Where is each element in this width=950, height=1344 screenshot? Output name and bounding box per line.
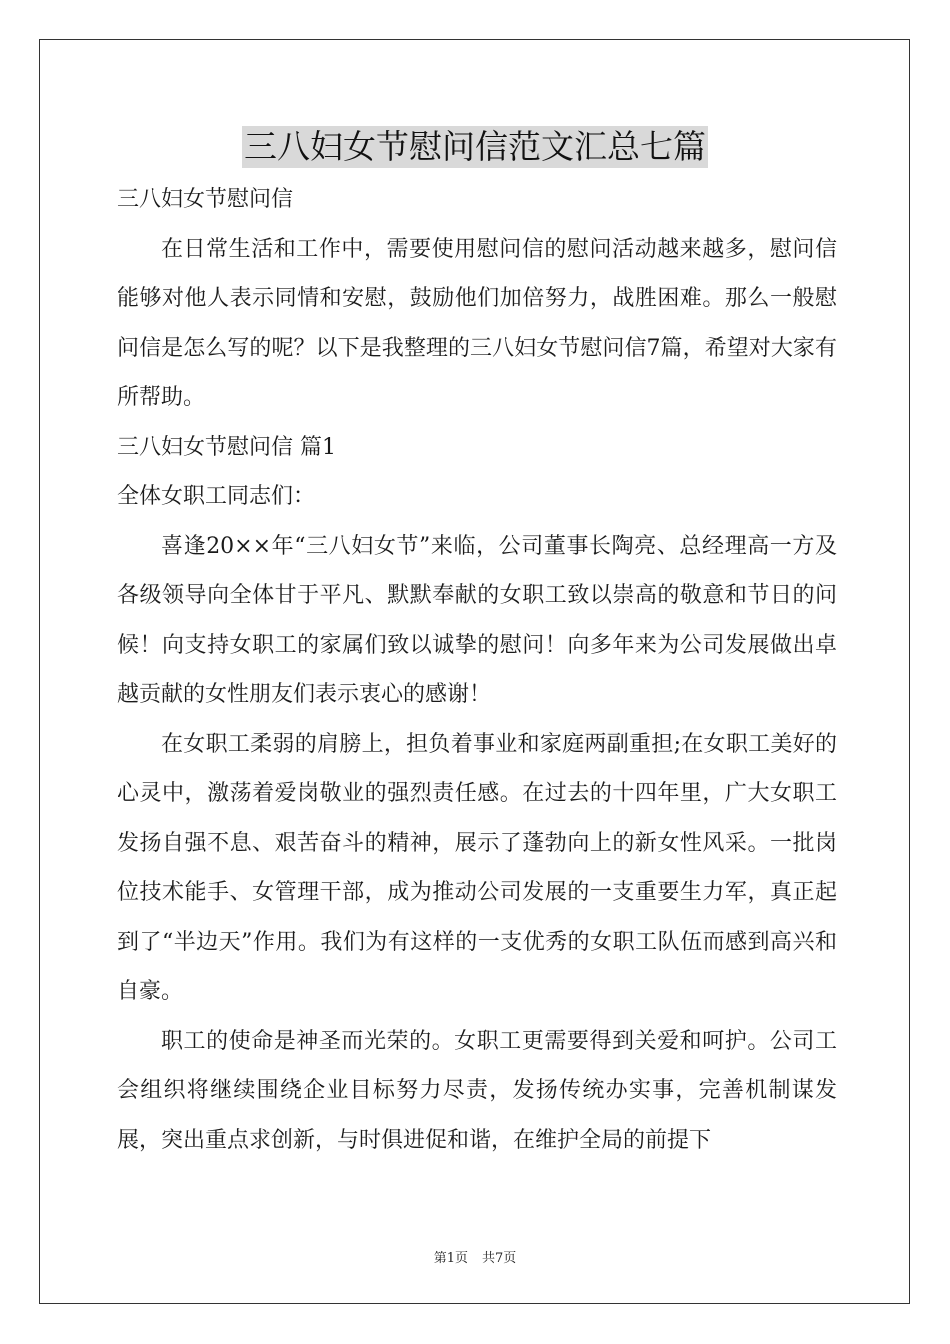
paragraph-0: 三八妇女节慰问信: [117, 187, 294, 212]
document-title: 三八妇女节慰问信范文汇总七篇: [244, 127, 706, 166]
paragraph-2: 三八妇女节慰问信 篇1: [117, 434, 336, 460]
page-footer: [0, 1247, 950, 1266]
paragraph-3: 全体女职工同志们：: [117, 484, 316, 509]
paragraph-1: 在日常生活和工作中，需要使用慰问信的慰问活动越来越多，慰问信能够对他人表示同情和安慰，鼓励他们加倍努力，战胜困难。那么一般慰问信是怎么写的呢？以下是我整理的三八妇女节慰问信7篇，希望对大家有所帮助。: [117, 236, 837, 410]
paragraph-6: 职工的使命是神圣而光荣的。女职工更需要得到关爱和呵护。公司工会组织将继续围绕企业目标努力尽责，发扬传统办实事，完善机制谋发展，突出重点求创新，与时俱进促和谐，在维护全局的前提下: [117, 1028, 837, 1153]
total-pages: 共7页: [482, 1251, 517, 1266]
paragraph-4: 喜逢20××年“三八妇女节”来临，公司董事长陶亮、总经理高一方及各级领导向全体甘于平凡、默默奉献的女职工致以崇高的敬意和节日的问候！向支持女职工的家属们致以诚挚的慰问！向多年来为公司发展做出卓越贡献的女性朋友们表示衷心的感谢！: [117, 533, 837, 707]
document-body: [117, 175, 837, 1165]
paragraph-5: 在女职工柔弱的肩膀上，担负着事业和家庭两副重担;在女职工美好的心灵中，激荡着爱岗敬业的强烈责任感。在过去的十四年里，广大女职工发扬自强不息、艰苦奋斗的精神，展示了蓬勃向上的新女性风采。一批岗位技术能手、女管理干部，成为推动公司发展的一支重要生力军，真正起到了“半边天”作用。我们为有这样的一支优秀的女职工队伍而感到高兴和自豪。: [117, 731, 837, 1004]
page-number: 第1页: [433, 1251, 468, 1266]
title-container: [0, 126, 950, 168]
